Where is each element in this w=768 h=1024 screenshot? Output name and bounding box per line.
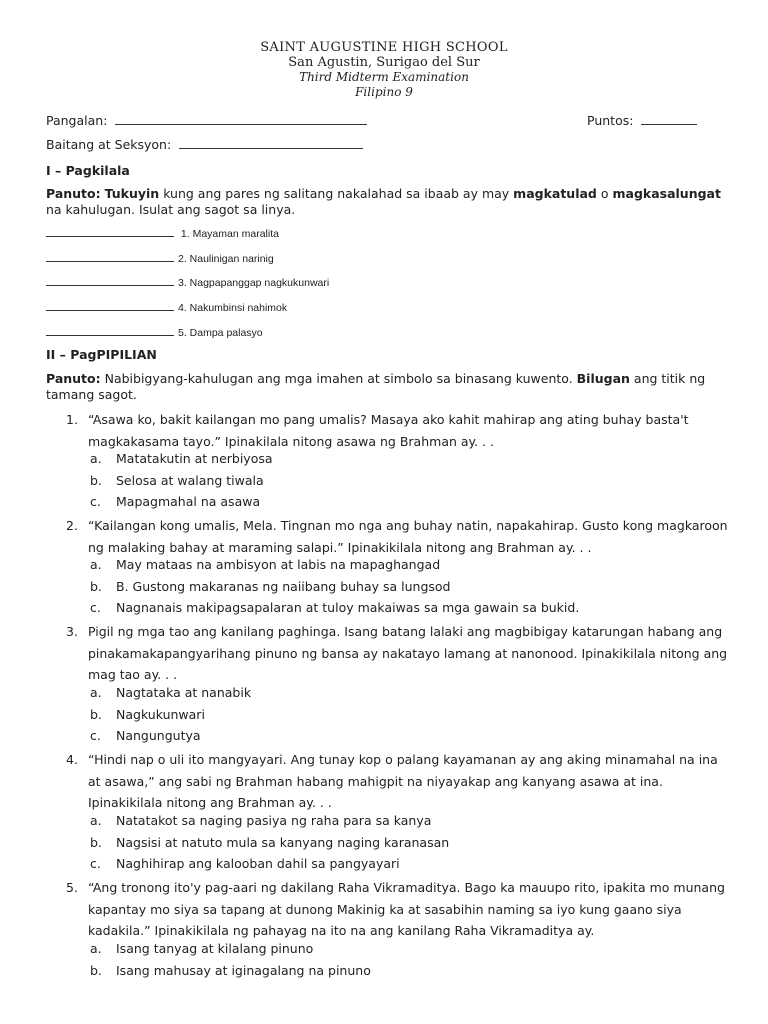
section-label: Baitang at Seksyon:: [46, 137, 172, 152]
answer-option[interactable]: [90, 707, 205, 722]
answer-option[interactable]: [90, 579, 451, 594]
question-text: “Kailangan kong umalis, Mela. Tingnan mo nga ang buhay natin, napakahirap. Gusto kong magkaroon ng malaking bahay at maraming salapi.” Ipinakikilala nitong ang Brahman ay. . .: [88, 518, 728, 555]
option-text: Mapagmahal na asawa: [116, 494, 261, 509]
option-letter: c.: [90, 600, 101, 615]
question-text: Pigil ng mga tao ang kanilang paghinga. Isang batang lalaki ang magbibigay katarungan habang ang pinakamakapangyarihang pinuno ng bansa ay nakatayo lamang at nanonood. Ipinakikilala nitong ang mag tao ay. . .: [88, 624, 728, 682]
option-text: Isang mahusay at iginagalang na pinuno: [116, 963, 371, 978]
answer-option[interactable]: [90, 835, 449, 850]
option-text: Nagkukunwari: [116, 707, 205, 722]
question-text: “Ang tronong ito'y pag-aari ng dakilang Raha Vikramaditya. Bago ka mauupo rito, ipakita mo munang kapantay mo siya sa tapang at dunong Makinig ka at sasabihin naming sa iyo kung gaano siya kadakila.” Ipinakikilala ng pahayag na ito na ang kanilang Raha Vikramaditya ay.: [88, 880, 725, 938]
option-letter: c.: [90, 494, 101, 509]
option-text: B. Gustong makaranas ng naiibang buhay sa lungsod: [116, 579, 451, 594]
panuto-label: Panuto:: [46, 186, 101, 201]
section-field: [46, 137, 363, 152]
answer-blank[interactable]: [46, 300, 174, 311]
question-text: “Hindi nap o uli ito mangyayari. Ang tunay kop o palang kayamanan ay ang aking minamahal na ina at asawa,” ang sabi ng Brahman habang mahigpit na niyayakap ang kanyang asawa at ina. Ipinakikilala nitong ang Brahman ay. . .: [88, 752, 718, 810]
question: [66, 621, 726, 686]
answer-option[interactable]: [90, 813, 431, 828]
instruction-text: o: [596, 186, 613, 201]
option-letter: b.: [90, 473, 102, 488]
option-letter: c.: [90, 728, 101, 743]
answer-blank[interactable]: [46, 226, 174, 237]
section-blank[interactable]: [179, 137, 363, 149]
question: [66, 515, 726, 558]
part1-instructions: [46, 186, 722, 218]
question-number: 1.: [66, 412, 78, 427]
instruction-text: Nabibigyang-kahulugan ang mga imahen at simbolo sa binasang kuwento.: [100, 371, 577, 386]
instruction-text: ang titik ng tamang sagot.: [46, 371, 706, 402]
part2-instructions: [46, 371, 722, 403]
instruction-keyword: Bilugan: [576, 371, 630, 386]
name-label: Pangalan:: [46, 113, 108, 128]
answer-option[interactable]: [90, 557, 440, 572]
score-label: Puntos:: [587, 113, 634, 128]
word-pair: 2. Naulinigan narinig: [178, 253, 274, 265]
panuto-label: Panuto:: [46, 371, 101, 386]
option-letter: a.: [90, 813, 102, 828]
option-text: May mataas na ambisyon at labis na mapaghangad: [116, 557, 441, 572]
option-letter: b.: [90, 707, 102, 722]
option-text: Isang tanyag at kilalang pinuno: [116, 941, 314, 956]
question-text: “Asawa ko, bakit kailangan mo pang umalis? Masaya ako kahit mahirap ang ating buhay basta't magkakasama tayo.” Ipinakilala nitong asawa ng Brahman ay. . .: [88, 412, 689, 449]
option-text: Matatakutin at nerbiyosa: [116, 451, 273, 466]
option-text: Nagnanais makipagsapalaran at tuloy makaiwas sa mga gawain sa bukid.: [116, 600, 580, 615]
instruction-keyword: Tukuyin: [104, 186, 160, 201]
score-blank[interactable]: [641, 113, 697, 125]
answer-option[interactable]: [90, 941, 313, 956]
option-text: Natatakot sa naging pasiya ng raha para sa kanya: [116, 813, 432, 828]
option-letter: a.: [90, 685, 102, 700]
answer-option[interactable]: [90, 451, 273, 466]
option-letter: b.: [90, 835, 102, 850]
question: [66, 749, 726, 814]
option-text: Nangungutya: [116, 728, 201, 743]
option-letter: b.: [90, 579, 102, 594]
instruction-keyword: magkatulad: [513, 186, 597, 201]
word-pair: 5. Dampa palasyo: [178, 327, 263, 339]
option-letter: a.: [90, 941, 102, 956]
option-text: Naghihirap ang kalooban dahil sa pangyayari: [116, 856, 400, 871]
word-pair: 1. Mayaman maralita: [178, 228, 279, 240]
subject-title: Filipino 9: [355, 85, 413, 99]
name-blank[interactable]: [115, 113, 367, 125]
word-pair: 4. Nakumbinsi nahimok: [178, 302, 288, 314]
answer-option[interactable]: [90, 856, 400, 871]
identification-item: [46, 325, 263, 339]
answer-blank[interactable]: [46, 325, 174, 336]
exam-title: Third Midterm Examination: [299, 70, 469, 84]
option-letter: b.: [90, 963, 102, 978]
part1-title: I – Pagkilala: [46, 163, 130, 178]
question-number: 2.: [66, 518, 78, 533]
school-address: San Agustin, Surigao del Sur: [288, 55, 480, 70]
answer-option[interactable]: [90, 685, 251, 700]
identification-item: [46, 275, 329, 289]
instruction-text: kung ang pares ng salitang nakalahad sa ibaab ay may: [159, 186, 514, 201]
option-text: Selosa at walang tiwala: [116, 473, 264, 488]
question: [66, 409, 726, 452]
instruction-text: na kahulugan. Isulat ang sagot sa linya.: [46, 202, 296, 217]
identification-item: [46, 251, 274, 265]
word-pair: 3. Nagpapanggap nagkukunwari: [178, 277, 330, 289]
option-letter: c.: [90, 856, 101, 871]
option-letter: a.: [90, 451, 102, 466]
identification-item: [46, 300, 287, 314]
question-number: 5.: [66, 880, 78, 895]
question-number: 4.: [66, 752, 78, 767]
option-letter: a.: [90, 557, 102, 572]
answer-option[interactable]: [90, 728, 201, 743]
question-number: 3.: [66, 624, 78, 639]
instruction-keyword: magkasalungat: [612, 186, 721, 201]
identification-item: [46, 226, 279, 240]
answer-option[interactable]: [90, 963, 371, 978]
score-field: [587, 113, 697, 128]
answer-option[interactable]: [90, 473, 264, 488]
question: [66, 877, 726, 942]
answer-option[interactable]: [90, 600, 579, 615]
option-text: Nagtataka at nanabik: [116, 685, 252, 700]
answer-blank[interactable]: [46, 251, 174, 262]
answer-option[interactable]: [90, 494, 260, 509]
part2-title: II – PagPIPILIAN: [46, 347, 157, 362]
school-name: SAINT AUGUSTINE HIGH SCHOOL: [260, 40, 508, 55]
name-field: [46, 113, 367, 128]
option-text: Nagsisi at natuto mula sa kanyang naging karanasan: [116, 835, 450, 850]
answer-blank[interactable]: [46, 275, 174, 286]
